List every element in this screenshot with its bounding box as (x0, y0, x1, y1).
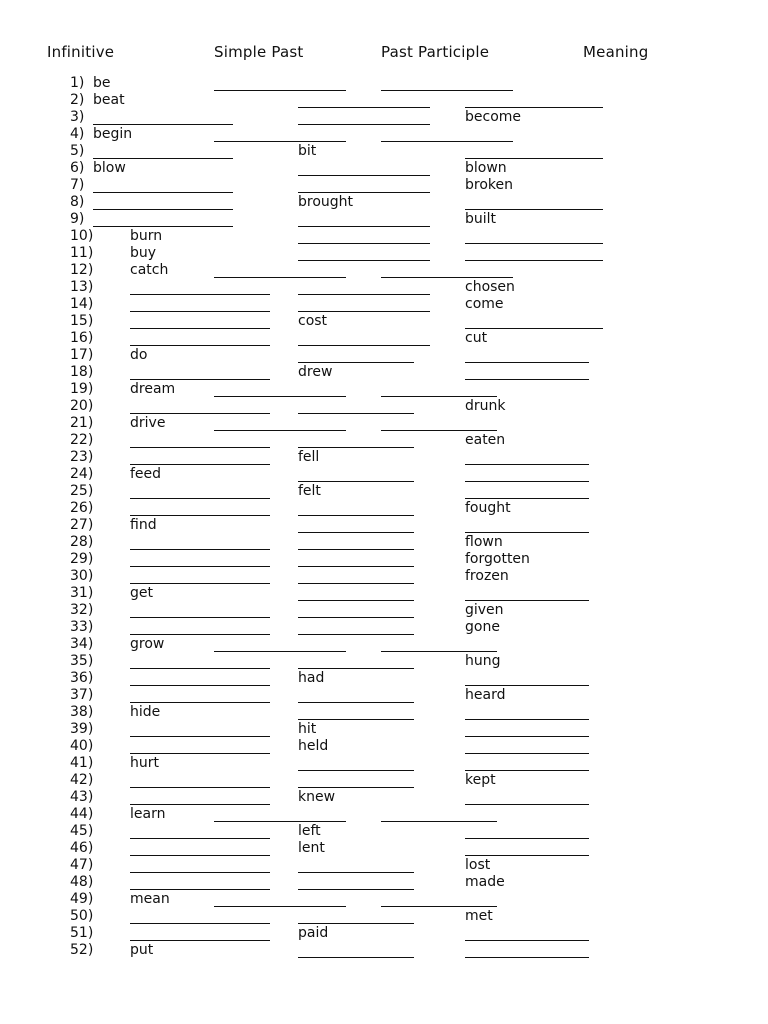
answer-blank[interactable] (381, 821, 497, 822)
row-number: 1) (70, 75, 85, 91)
answer-blank[interactable] (130, 345, 270, 346)
verb-form: chosen (465, 279, 515, 295)
row-number: 8) (70, 194, 85, 210)
verb-form: buy (130, 245, 157, 261)
row-number: 35) (70, 653, 94, 669)
verb-form: held (298, 738, 329, 754)
row-number: 4) (70, 126, 85, 142)
answer-blank[interactable] (130, 328, 270, 329)
answer-blank[interactable] (465, 107, 603, 108)
verb-form: grow (130, 636, 165, 652)
answer-blank[interactable] (298, 362, 414, 363)
answer-blank[interactable] (130, 464, 270, 465)
verb-form: fell (298, 449, 320, 465)
answer-blank[interactable] (130, 838, 270, 839)
verb-form: feed (130, 466, 162, 482)
row-number: 47) (70, 857, 94, 873)
verb-form: drew (298, 364, 333, 380)
verb-form: made (465, 874, 505, 890)
row-number: 46) (70, 840, 94, 856)
answer-blank[interactable] (130, 583, 270, 584)
answer-blank[interactable] (214, 821, 346, 822)
verb-form: become (465, 109, 522, 125)
answer-blank[interactable] (130, 498, 270, 499)
answer-blank[interactable] (93, 158, 233, 159)
verb-form: be (93, 75, 111, 91)
row-number: 33) (70, 619, 94, 635)
answer-blank[interactable] (130, 923, 270, 924)
answer-blank[interactable] (465, 464, 589, 465)
answer-blank[interactable] (465, 685, 589, 686)
row-number: 21) (70, 415, 94, 431)
row-number: 36) (70, 670, 94, 686)
header-simple-past: Simple Past (214, 43, 304, 61)
answer-blank[interactable] (130, 413, 270, 414)
answer-blank[interactable] (130, 736, 270, 737)
answer-blank[interactable] (381, 90, 513, 91)
answer-blank[interactable] (214, 277, 346, 278)
answer-blank[interactable] (381, 906, 497, 907)
verb-form: hit (298, 721, 317, 737)
verb-form: drive (130, 415, 166, 431)
row-number: 38) (70, 704, 94, 720)
verb-form: learn (130, 806, 166, 822)
row-number: 3) (70, 109, 85, 125)
verb-form: bit (298, 143, 317, 159)
row-number: 28) (70, 534, 94, 550)
verb-form: flown (465, 534, 503, 550)
verb-form: felt (298, 483, 321, 499)
verb-form: cost (298, 313, 328, 329)
verb-form: knew (298, 789, 336, 805)
answer-blank[interactable] (298, 192, 430, 193)
answer-blank[interactable] (130, 872, 270, 873)
answer-blank[interactable] (298, 124, 430, 125)
answer-blank[interactable] (130, 889, 270, 890)
row-number: 45) (70, 823, 94, 839)
answer-blank[interactable] (465, 243, 603, 244)
verb-form: heard (465, 687, 506, 703)
answer-blank[interactable] (298, 260, 430, 261)
answer-blank[interactable] (298, 719, 414, 720)
row-number: 13) (70, 279, 94, 295)
answer-blank[interactable] (465, 498, 589, 499)
row-number: 6) (70, 160, 85, 176)
answer-blank[interactable] (298, 787, 414, 788)
answer-blank[interactable] (130, 753, 270, 754)
row-number: 49) (70, 891, 94, 907)
row-number: 48) (70, 874, 94, 890)
verb-form: begin (93, 126, 133, 142)
row-number: 34) (70, 636, 94, 652)
answer-blank[interactable] (214, 906, 346, 907)
answer-blank[interactable] (93, 209, 233, 210)
answer-blank[interactable] (381, 396, 497, 397)
answer-blank[interactable] (130, 311, 270, 312)
verb-form: drunk (465, 398, 506, 414)
answer-blank[interactable] (130, 515, 270, 516)
answer-blank[interactable] (381, 430, 497, 431)
answer-blank[interactable] (465, 736, 589, 737)
answer-blank[interactable] (298, 600, 414, 601)
answer-blank[interactable] (130, 634, 270, 635)
row-number: 19) (70, 381, 94, 397)
answer-blank[interactable] (214, 396, 346, 397)
answer-blank[interactable] (465, 328, 603, 329)
answer-blank[interactable] (381, 141, 513, 142)
verb-form: left (298, 823, 321, 839)
row-number: 18) (70, 364, 94, 380)
row-number: 20) (70, 398, 94, 414)
verb-form: met (465, 908, 493, 924)
answer-blank[interactable] (465, 957, 589, 958)
row-number: 2) (70, 92, 85, 108)
answer-blank[interactable] (298, 532, 414, 533)
row-number: 29) (70, 551, 94, 567)
answer-blank[interactable] (130, 294, 270, 295)
answer-blank[interactable] (298, 923, 414, 924)
answer-blank[interactable] (465, 379, 589, 380)
verb-form: had (298, 670, 325, 686)
verb-form: built (465, 211, 497, 227)
answer-blank[interactable] (298, 243, 430, 244)
answer-blank[interactable] (298, 957, 414, 958)
answer-blank[interactable] (298, 770, 414, 771)
answer-blank[interactable] (465, 362, 589, 363)
row-number: 17) (70, 347, 94, 363)
answer-blank[interactable] (130, 379, 270, 380)
answer-blank[interactable] (298, 702, 414, 703)
answer-blank[interactable] (298, 294, 430, 295)
answer-blank[interactable] (130, 566, 270, 567)
row-number: 27) (70, 517, 94, 533)
answer-blank[interactable] (298, 107, 430, 108)
verb-form: frozen (465, 568, 509, 584)
verb-form: get (130, 585, 153, 601)
header-past-participle: Past Participle (381, 43, 490, 61)
answer-blank[interactable] (465, 940, 589, 941)
row-number: 23) (70, 449, 94, 465)
answer-blank[interactable] (93, 124, 233, 125)
verb-form: given (465, 602, 504, 618)
answer-blank[interactable] (298, 872, 414, 873)
row-number: 42) (70, 772, 94, 788)
answer-blank[interactable] (465, 770, 589, 771)
answer-blank[interactable] (130, 855, 270, 856)
answer-blank[interactable] (298, 515, 414, 516)
verb-form: burn (130, 228, 163, 244)
answer-blank[interactable] (465, 600, 589, 601)
answer-blank[interactable] (465, 481, 589, 482)
answer-blank[interactable] (298, 226, 430, 227)
verb-form: hung (465, 653, 501, 669)
verb-form: catch (130, 262, 169, 278)
answer-blank[interactable] (93, 192, 233, 193)
answer-blank[interactable] (298, 668, 414, 669)
answer-blank[interactable] (381, 277, 513, 278)
row-number: 22) (70, 432, 94, 448)
answer-blank[interactable] (465, 804, 589, 805)
row-number: 26) (70, 500, 94, 516)
answer-blank[interactable] (130, 617, 270, 618)
row-number: 40) (70, 738, 94, 754)
answer-blank[interactable] (465, 532, 589, 533)
row-number: 31) (70, 585, 94, 601)
header-infinitive: Infinitive (47, 43, 115, 61)
verb-form: brought (298, 194, 354, 210)
answer-blank[interactable] (214, 651, 346, 652)
row-number: 41) (70, 755, 94, 771)
verb-form: lost (465, 857, 491, 873)
answer-blank[interactable] (298, 583, 414, 584)
answer-blank[interactable] (465, 855, 589, 856)
row-number: 12) (70, 262, 94, 278)
answer-blank[interactable] (298, 447, 414, 448)
answer-blank[interactable] (130, 685, 270, 686)
answer-blank[interactable] (130, 549, 270, 550)
header-meaning: Meaning (583, 43, 649, 61)
verb-form: hurt (130, 755, 159, 771)
answer-blank[interactable] (298, 566, 414, 567)
row-number: 15) (70, 313, 94, 329)
answer-blank[interactable] (298, 481, 414, 482)
verb-form: hide (130, 704, 161, 720)
row-number: 32) (70, 602, 94, 618)
row-number: 14) (70, 296, 94, 312)
row-number: 44) (70, 806, 94, 822)
verb-form: eaten (465, 432, 506, 448)
verb-form: put (130, 942, 154, 958)
verb-form: kept (465, 772, 496, 788)
answer-blank[interactable] (130, 804, 270, 805)
row-number: 5) (70, 143, 85, 159)
answer-blank[interactable] (130, 702, 270, 703)
answer-blank[interactable] (298, 345, 430, 346)
answer-blank[interactable] (298, 617, 414, 618)
row-number: 37) (70, 687, 94, 703)
answer-blank[interactable] (465, 838, 589, 839)
row-number: 51) (70, 925, 94, 941)
answer-blank[interactable] (214, 90, 346, 91)
row-number: 7) (70, 177, 85, 193)
answer-blank[interactable] (130, 940, 270, 941)
row-number: 9) (70, 211, 85, 227)
row-number: 10) (70, 228, 94, 244)
answer-blank[interactable] (298, 413, 414, 414)
answer-blank[interactable] (130, 787, 270, 788)
answer-blank[interactable] (381, 651, 497, 652)
verb-form: mean (130, 891, 170, 907)
answer-blank[interactable] (93, 226, 233, 227)
row-number: 50) (70, 908, 94, 924)
verb-form: find (130, 517, 157, 533)
verb-form: paid (298, 925, 329, 941)
row-number: 25) (70, 483, 94, 499)
verb-form: forgotten (465, 551, 530, 567)
answer-blank[interactable] (465, 209, 603, 210)
verb-form: do (130, 347, 148, 363)
verb-form: dream (130, 381, 176, 397)
answer-blank[interactable] (465, 719, 589, 720)
row-number: 16) (70, 330, 94, 346)
answer-blank[interactable] (298, 889, 414, 890)
row-number: 11) (70, 245, 94, 261)
verb-form: gone (465, 619, 500, 635)
answer-blank[interactable] (214, 430, 346, 431)
answer-blank[interactable] (298, 175, 430, 176)
answer-blank[interactable] (298, 634, 414, 635)
verb-form: cut (465, 330, 488, 346)
verb-form: come (465, 296, 504, 312)
answer-blank[interactable] (298, 549, 414, 550)
verb-form: beat (93, 92, 125, 108)
verb-form: blow (93, 160, 126, 176)
row-number: 52) (70, 942, 94, 958)
row-number: 39) (70, 721, 94, 737)
answer-blank[interactable] (465, 260, 603, 261)
answer-blank[interactable] (130, 447, 270, 448)
answer-blank[interactable] (465, 753, 589, 754)
answer-blank[interactable] (214, 141, 346, 142)
answer-blank[interactable] (298, 311, 430, 312)
verb-form: lent (298, 840, 325, 856)
verb-form: broken (465, 177, 513, 193)
row-number: 30) (70, 568, 94, 584)
row-number: 24) (70, 466, 94, 482)
answer-blank[interactable] (465, 158, 603, 159)
answer-blank[interactable] (130, 668, 270, 669)
verb-form: blown (465, 160, 507, 176)
row-number: 43) (70, 789, 94, 805)
verb-form: fought (465, 500, 511, 516)
